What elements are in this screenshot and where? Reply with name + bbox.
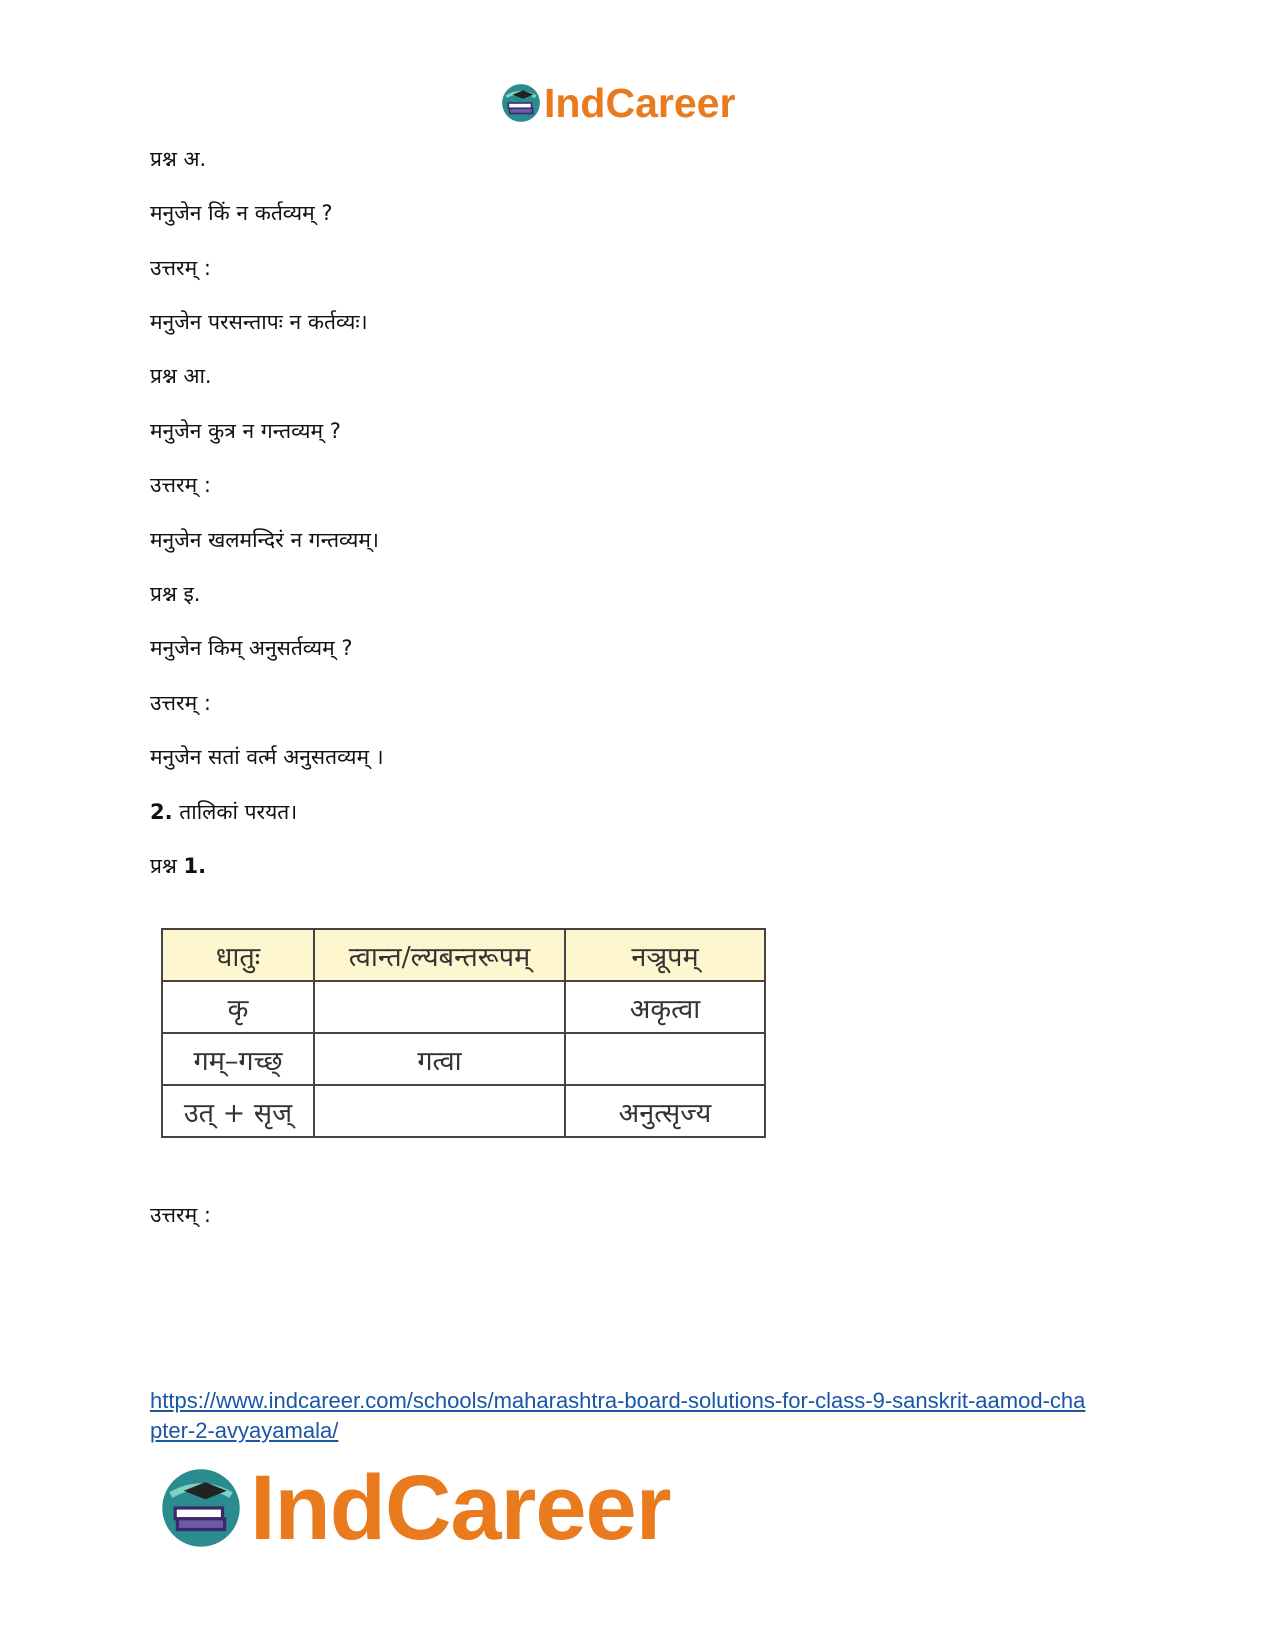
logo-wordmark: IndCareer [250, 1457, 671, 1559]
question-a-text: मनुजेन किं न कर्तव्यम् ? [150, 201, 333, 225]
globe-book-icon [158, 1465, 244, 1551]
question-i-label: प्रश्न इ. [150, 582, 201, 606]
table-header-cell: त्वान्त/ल्यबन्तरूपम् [314, 929, 565, 981]
source-url-link[interactable] [150, 1386, 1085, 1446]
table-cell [314, 1085, 565, 1137]
globe-book-icon [500, 82, 542, 124]
question-a-label: प्रश्न अ. [150, 147, 207, 171]
table-cell: उत् + सृज् [162, 1085, 314, 1137]
table-cell: गत्वा [314, 1033, 565, 1085]
table-cell: कृ [162, 981, 314, 1033]
table-header-cell: धातुः [162, 929, 314, 981]
table-cell [314, 981, 565, 1033]
answer-label: उत्तरम् : [150, 691, 211, 715]
answer-label: उत्तरम् : [150, 1203, 211, 1227]
task-text: तालिकां परयत। [179, 800, 298, 824]
table-row [162, 981, 765, 1033]
url-line-1[interactable]: https://www.indcareer.com/schools/maharashtra-board-solutions-for-class-9-sanskrit-aamod-cha [150, 1388, 1086, 1413]
table-header-row [162, 929, 765, 981]
table-cell [565, 1033, 765, 1085]
table-cell: गम्–गच्छ् [162, 1033, 314, 1085]
dhatu-table [161, 928, 766, 1138]
logo-wordmark: IndCareer [544, 79, 736, 126]
answer-i-text: मनुजेन सतां वर्त्म अनुसतव्यम् । [150, 745, 384, 769]
question-1-heading [150, 852, 206, 880]
question-number: 1. [183, 854, 207, 878]
url-line-2[interactable]: pter-2-avyayamala/ [150, 1418, 339, 1443]
question-aa-label: प्रश्न आ. [150, 364, 212, 388]
table-row [162, 1085, 765, 1137]
table-cell: अकृत्वा [565, 981, 765, 1033]
table-cell: अनुत्सृज्य [565, 1085, 765, 1137]
task-number: 2. [150, 800, 173, 824]
table-row [162, 1033, 765, 1085]
answer-a-text: मनुजेन परसन्तापः न कर्तव्यः। [150, 310, 368, 334]
task-heading [150, 798, 297, 826]
question-i-text: मनुजेन किम् अनुसर्तव्यम् ? [150, 636, 353, 660]
answer-label: उत्तरम् : [150, 473, 211, 497]
table-header-cell: नञ्रूपम् [565, 929, 765, 981]
question-label: प्रश्न [150, 854, 177, 878]
answer-label: उत्तरम् : [150, 256, 211, 280]
answer-aa-text: मनुजेन खलमन्दिरं न गन्तव्यम्। [150, 528, 379, 552]
indcareer-logo-footer [158, 1458, 671, 1558]
question-aa-text: मनुजेन कुत्र न गन्तव्यम् ? [150, 419, 341, 443]
indcareer-logo-header [500, 78, 735, 128]
